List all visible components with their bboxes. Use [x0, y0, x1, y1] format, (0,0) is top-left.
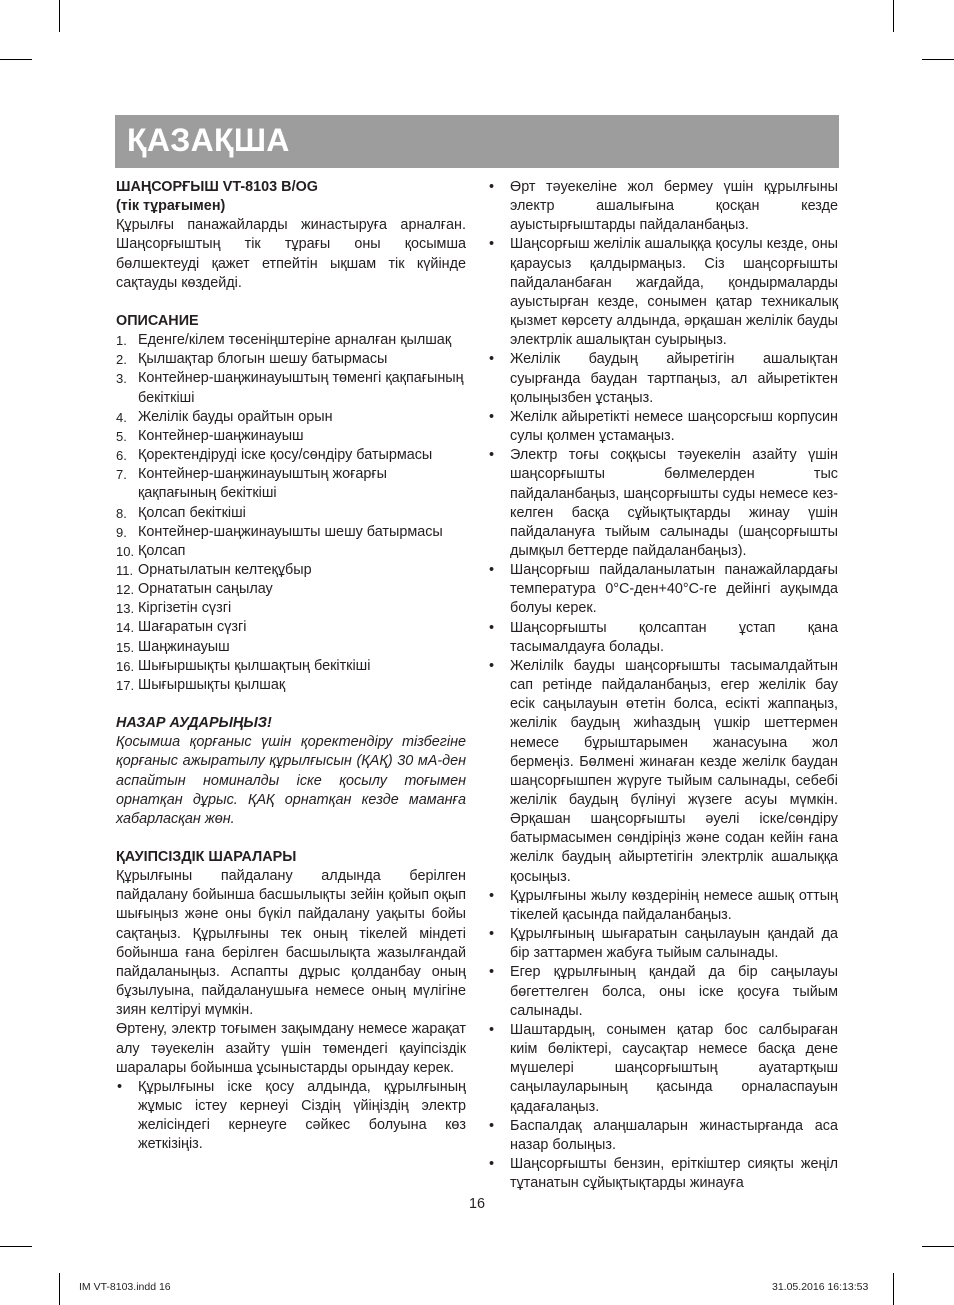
description-item-number: 4. — [116, 409, 127, 425]
description-item — [116, 369, 466, 407]
safety-bullet — [488, 963, 838, 1020]
safety-bullet-text: Шаштардың, сонымен қатар бос салбыраған киім бөліктері, саусақтар немесе басқа дене мүшелері шаңсорғыштың ауатартқыш саңылауларының қасында орналаспауын қадағалаңыз. — [510, 1021, 838, 1115]
bullet-icon: • — [489, 562, 495, 579]
crop-mark — [59, 0, 60, 32]
safety-bullet-text: Егер құрылғының қандай да бір саңылауы бөгеттелген болса, оны іске қосуға тыйым салынады. — [510, 964, 838, 1019]
description-item-number: 11. — [116, 562, 134, 578]
safety-bullet-text: Құрылғының шығаратын саңылауын қандай да бір заттармен жабуға тыйым салынады. — [510, 926, 838, 962]
description-item — [116, 676, 466, 695]
bullet-icon: • — [489, 1117, 495, 1134]
product-intro: Құрылғы панажайларды жинастыруға арналған. Шаңсорғыштың тік тұрағы оны қосымша бөлшектеуді қажет етпейтін ықшам тік күйінде сақтауды көздейді. — [116, 217, 466, 291]
safety-heading: ҚАУІПСІЗДІК ШАРАЛАРЫ — [116, 849, 297, 865]
safety-bullet — [488, 1155, 838, 1193]
safety-bullet — [116, 1078, 466, 1155]
bullet-icon: • — [489, 964, 495, 981]
safety-paragraph: Өртену, электр тоғымен зақымдану немесе жарақат алу тәуекелін азайту үшін төмендегі қауіпсіздік шаралары бойынша ұсыныстарды орындау керек. — [116, 1021, 466, 1076]
description-item-text: Шығыршықты қылшақ — [138, 676, 286, 693]
description-item-number: 5. — [116, 428, 127, 444]
description-item-number: 15. — [116, 639, 135, 655]
crop-mark — [59, 1273, 60, 1305]
crop-mark — [922, 59, 954, 60]
description-item — [116, 504, 466, 523]
description-item-text: Орнататын саңылау — [138, 581, 273, 598]
safety-bullets-right — [488, 178, 838, 1193]
safety-bullets-left — [116, 1078, 466, 1155]
safety-bullet — [488, 1021, 838, 1117]
bullet-icon: • — [489, 887, 495, 904]
description-heading: ОПИСАНИЕ — [116, 312, 199, 329]
safety-paragraph: Құрылғыны пайдалану алдында берілген пайдалану бойынша басшылықты зейін қойып оқып шығыңыз және оны бүкіл пайдалану уақыты бойы сақтаңыз. Құрылғыны тек оның тікелей міндеті бойынша ғана берілген басшылықта жазылғандай пайдаланыңыз. Аспапты дұрыс қолданбау оның бұзылуына, пайдаланушыға немесе оның мүлігіне зиян келтіруі мүмкін. — [116, 868, 466, 1019]
bullet-icon: • — [489, 619, 495, 636]
description-item — [116, 350, 466, 369]
safety-bullet-text: Шаңсорғышты қолсаптан ұстап қана тасымалдауға болады. — [510, 619, 838, 655]
safety-bullet — [488, 619, 838, 657]
language-banner — [115, 115, 839, 168]
safety-bullet — [488, 561, 838, 618]
description-item-number: 7. — [116, 467, 127, 483]
description-item-text: Қолсап бекіткіші — [138, 504, 246, 521]
description-item — [116, 542, 466, 561]
description-item — [116, 446, 466, 465]
safety-bullet-text: Құрылғыны жылу көздерінің немесе ашық оттың тікелей қасында пайдаланбаңыз. — [510, 887, 838, 923]
bullet-icon: • — [489, 447, 495, 464]
right-column — [488, 178, 838, 1193]
description-item-text: Қылшақтар блогын шешу батырмасы — [138, 351, 388, 368]
description-item-text: Кіргізетін сүзгі — [138, 600, 232, 617]
bullet-icon: • — [489, 1155, 495, 1172]
description-item-text: Орнатылатын келтеқұбыр — [138, 561, 312, 578]
description-item-number: 12. — [116, 582, 135, 598]
bullet-icon: • — [117, 1078, 123, 1095]
description-item-text: Қоректендіруді іске қосу/сөндіру батырмасы — [138, 447, 433, 464]
description-item-number: 9. — [116, 524, 127, 540]
bullet-icon: • — [489, 351, 495, 368]
safety-bullet — [488, 178, 838, 235]
description-item-number: 1. — [116, 333, 127, 349]
description-item — [116, 580, 466, 599]
safety-bullet — [488, 350, 838, 407]
description-item-text: Желілік бауды орайтын орын — [138, 408, 333, 425]
description-item-number: 13. — [116, 601, 135, 617]
left-column — [116, 178, 466, 1155]
description-item — [116, 331, 466, 350]
language-title: ҚАЗАҚША — [127, 122, 290, 158]
safety-bullet-text: Шаңсорғышты бензин, еріткіштер сияқты жеңіл тұтанатын сұйықтықтарды жинауға — [510, 1155, 838, 1192]
crop-mark — [0, 59, 32, 60]
safety-bullet-text: Желілк айыретікті немесе шаңсорсғыш корпусин сулы қолмен ұстамаңыз. — [510, 408, 838, 445]
description-item-text: Контейнер-шаңжинауыштың төменгі қақпағының бекіткіші — [138, 370, 464, 406]
bullet-icon: • — [489, 926, 495, 943]
description-item-text: Қолсап — [138, 542, 186, 559]
safety-bullet — [488, 887, 838, 925]
bullet-icon: • — [489, 1021, 495, 1038]
description-item-number: 3. — [116, 371, 127, 387]
safety-bullet — [488, 657, 838, 887]
safety-bullet — [488, 925, 838, 963]
crop-mark — [0, 1246, 32, 1247]
description-item-text: Шаңжинауыш — [138, 638, 230, 655]
description-item-number: 16. — [116, 658, 135, 674]
slug-datetime: 31.05.2016 16:13:53 — [772, 1281, 869, 1293]
bullet-icon: • — [489, 657, 495, 674]
description-item — [116, 638, 466, 657]
description-item — [116, 599, 466, 618]
safety-bullet-text: Электр тоғы соққысы тәуекелін азайту үшін шаңсорғышты бөлмелерден тыс пайдаланбаңыз, шаңсорғышты суды немесе кез-келген басқа сұйықтықтарды жинау үшін пайдалануға тыйым салынады (шаңсорғышты дымқыл беттерде пайдаланбаңыз). — [510, 447, 838, 559]
description-item-text: Контейнер-шаңжинауыш — [138, 427, 304, 444]
safety-bullet-text: Желілік баудың айыретігін ашалықтан суырғанда баудан тартпаңыз, ал айыретіктен қолыңызбен ұстаңыз. — [510, 351, 838, 406]
bullet-icon: • — [489, 236, 495, 253]
description-item — [116, 561, 466, 580]
description-item-text: Еденге/кілем төсеніңштеріне арналған қылшақ — [138, 332, 452, 349]
product-subtitle: (тік тұрағымен) — [116, 198, 226, 215]
bullet-icon: • — [489, 179, 495, 195]
crop-mark — [922, 1246, 954, 1247]
description-item-text: Шағаратын сүзгі — [138, 619, 247, 636]
crop-mark — [893, 0, 894, 32]
description-item-number: 8. — [116, 505, 127, 521]
safety-bullet-text: Баспалдақ алаңшаларын жинастырғанда аса назар болыңыз. — [510, 1117, 838, 1153]
description-item-text: Контейнер-шаңжинауыштың жоғарғы қақпағының бекіткіші — [138, 466, 387, 502]
safety-bullet-text: Шаңсорғыш желілік ашалыққа қосулы кезде, оны қараусыз қалдырмаңыз. Сіз шаңсорғышты пайдаланбаған жағдайда, қондырмаларды ауыстырған кезде, сонымен қатар техникалық қызмет көрсету алдында, әрқашан желілік бауды электрлік ашалықтан суырыңыз. — [510, 236, 838, 349]
safety-bullet — [488, 235, 838, 350]
attention-text: Қосымша қорғаныс үшін қоректендіру тізбегіне қорғаныс ажыратылу құрылғысын (ҚАҚ) 30 мА-ден аспайтын номиналды іске қосылу тоғымен орнатқан дұрыс. ҚАҚ орнатқан кезде маманға хабарласқан жөн. — [116, 734, 466, 827]
description-item — [116, 618, 466, 637]
description-item-number: 2. — [116, 352, 127, 368]
description-item-number: 14. — [116, 620, 135, 636]
safety-bullet-text: Шаңсорғыш пайдаланылатын панажайлардағы температура 0°С-ден+40°С-ге дейінгі ауқымда болуы керек. — [510, 562, 838, 617]
description-item — [116, 465, 466, 503]
safety-bullet-text: Өрт тәуекеліне жол бермеу үшін құрылғыны электр ашалығына қосқан кезде ауыстырғыштарды пайдаланбаңыз. — [510, 179, 838, 234]
description-item — [116, 408, 466, 427]
crop-mark — [893, 1273, 894, 1305]
description-item-number: 17. — [116, 677, 135, 693]
bullet-icon: • — [489, 408, 495, 425]
description-list — [116, 331, 466, 695]
description-item — [116, 523, 466, 542]
page-number: 16 — [468, 1196, 485, 1212]
description-item-number: 6. — [116, 448, 127, 464]
slug-file: IM VT-8103.indd 16 — [79, 1281, 171, 1293]
safety-bullet — [488, 408, 838, 446]
safety-bullet — [488, 446, 838, 561]
attention-heading: НАЗАР АУДАРЫҢЫЗ! — [116, 715, 272, 732]
description-item-text: Шығыршықты қылшақтың бекіткіші — [138, 657, 371, 674]
safety-bullet — [488, 1117, 838, 1155]
description-item — [116, 427, 466, 446]
product-title: ШАҢСОРҒЫШ VT-8103 В/OG — [116, 179, 318, 195]
safety-bullet-text: Құрылғыны іске қосу алдында, құрылғының жұмыс істеу кернеуі Сіздің үйіңіздің электр желісіндегі кернеуге сәйкес болуына көз жеткізіңіз. — [138, 1078, 466, 1153]
description-item-number: 10. — [116, 543, 135, 559]
description-item-text: Контейнер-шаңжинауышты шешу батырмасы — [138, 523, 443, 540]
safety-bullet-text: Желіліlк бауды шаңсорғышты тасымалдайтын сап ретінде пайдаланбаңыз, егер желілік бау есік саңылауын өтетін болса, есікті жаппаңыз, желілік баудың жиhаздың үшкір шеттермен немесе бұрыштарымен жанасуына жол бермеңіз. Бөлмені жинаған кезде желілк баудан шаңсорғышпен жүруге тыйым салынады, себебі желілік баудың бүлінуі жүзеге асуы мүмкін. Әрқашан шаңсорғышты әуелі іске/сөндіру батырмасымен сөндіріңіз және содан кейін ғана желілк баудың айыртетігін электрлік ашалыққа қосыңыз. — [510, 657, 838, 885]
description-item — [116, 657, 466, 676]
